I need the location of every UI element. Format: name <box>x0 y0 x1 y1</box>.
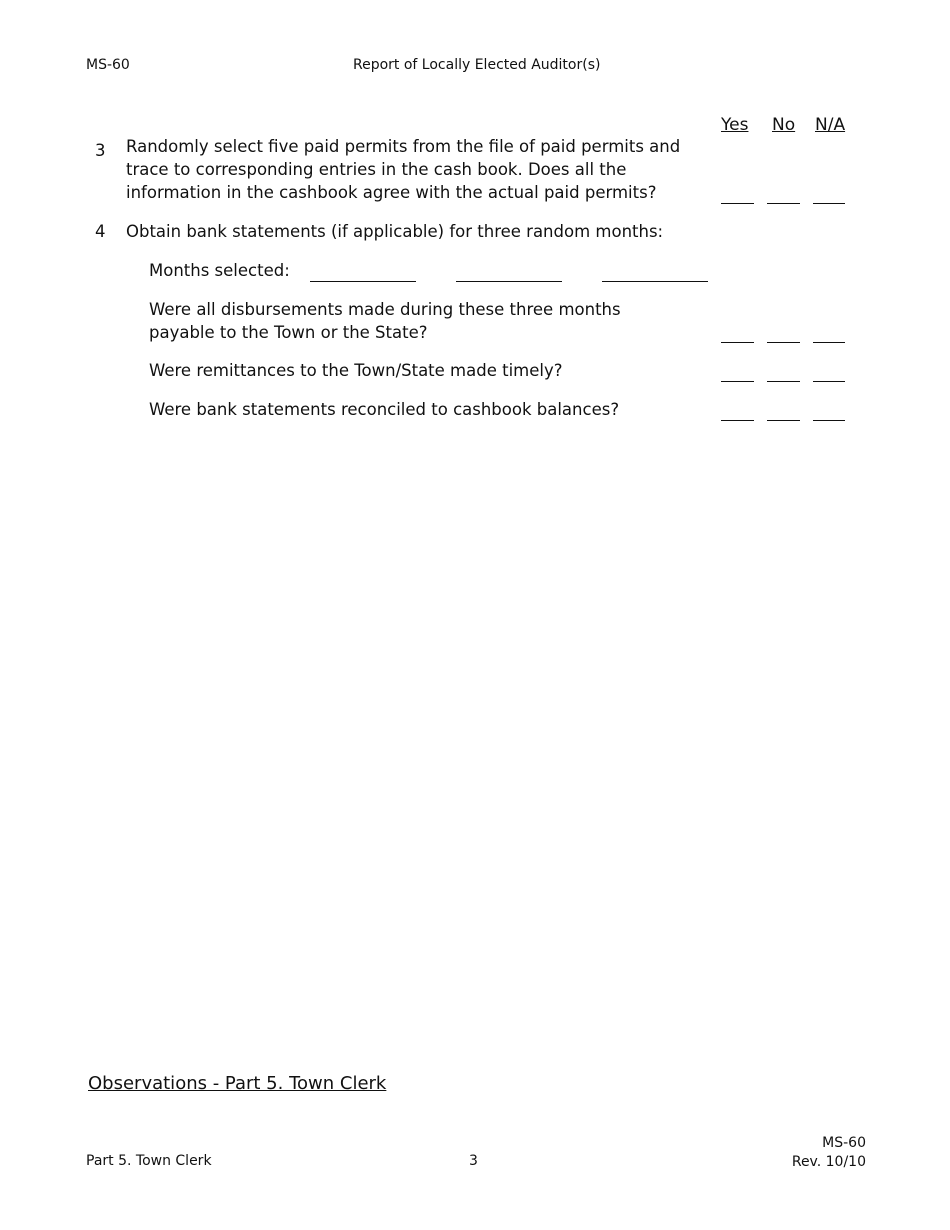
disbursements-question-line-1: Were all disbursements made during these three months <box>149 300 621 319</box>
remittances-no-blank[interactable] <box>767 381 800 382</box>
disbursements-yes-blank[interactable] <box>721 342 754 343</box>
header-form-code: MS-60 <box>86 57 130 73</box>
header-title: Report of Locally Elected Auditor(s) <box>353 57 601 73</box>
reconciled-yes-blank[interactable] <box>721 420 754 421</box>
reconciled-question: Were bank statements reconciled to cashbook balances? <box>149 400 620 419</box>
item-3-line-3: information in the cashbook agree with the actual paid permits? <box>126 183 657 202</box>
item-3-line-2: trace to corresponding entries in the cash book. Does all the <box>126 160 627 179</box>
item-4-line-1: Obtain bank statements (if applicable) for three random months: <box>126 222 664 241</box>
disbursements-na-blank[interactable] <box>813 342 845 343</box>
footer-section: Part 5. Town Clerk <box>86 1153 212 1169</box>
column-no-heading: No <box>772 115 796 135</box>
footer-revision: Rev. 10/10 <box>791 1154 866 1170</box>
footer-page-number: 3 <box>469 1153 478 1169</box>
disbursements-no-blank[interactable] <box>767 342 800 343</box>
item-3-na-blank[interactable] <box>813 203 845 204</box>
observations-title: Observations - Part 5. Town Clerk <box>88 1073 387 1094</box>
reconciled-na-blank[interactable] <box>813 420 845 421</box>
month-3-blank[interactable] <box>602 281 708 282</box>
item-3-no-blank[interactable] <box>767 203 800 204</box>
reconciled-no-blank[interactable] <box>767 420 800 421</box>
item-3-number: 3 <box>95 141 106 160</box>
item-3-line-1: Randomly select five paid permits from the file of paid permits and <box>126 137 681 156</box>
item-4-number: 4 <box>95 222 106 241</box>
months-selected-label: Months selected: <box>149 261 290 280</box>
remittances-yes-blank[interactable] <box>721 381 754 382</box>
column-yes-heading: Yes <box>721 115 749 135</box>
disbursements-question-line-2: payable to the Town or the State? <box>149 323 428 342</box>
month-2-blank[interactable] <box>456 281 562 282</box>
remittances-na-blank[interactable] <box>813 381 845 382</box>
item-3-yes-blank[interactable] <box>721 203 754 204</box>
footer-form-code: MS-60 <box>822 1135 866 1151</box>
remittances-question: Were remittances to the Town/State made timely? <box>149 361 563 380</box>
month-1-blank[interactable] <box>310 281 416 282</box>
column-na-heading: N/A <box>815 115 846 135</box>
